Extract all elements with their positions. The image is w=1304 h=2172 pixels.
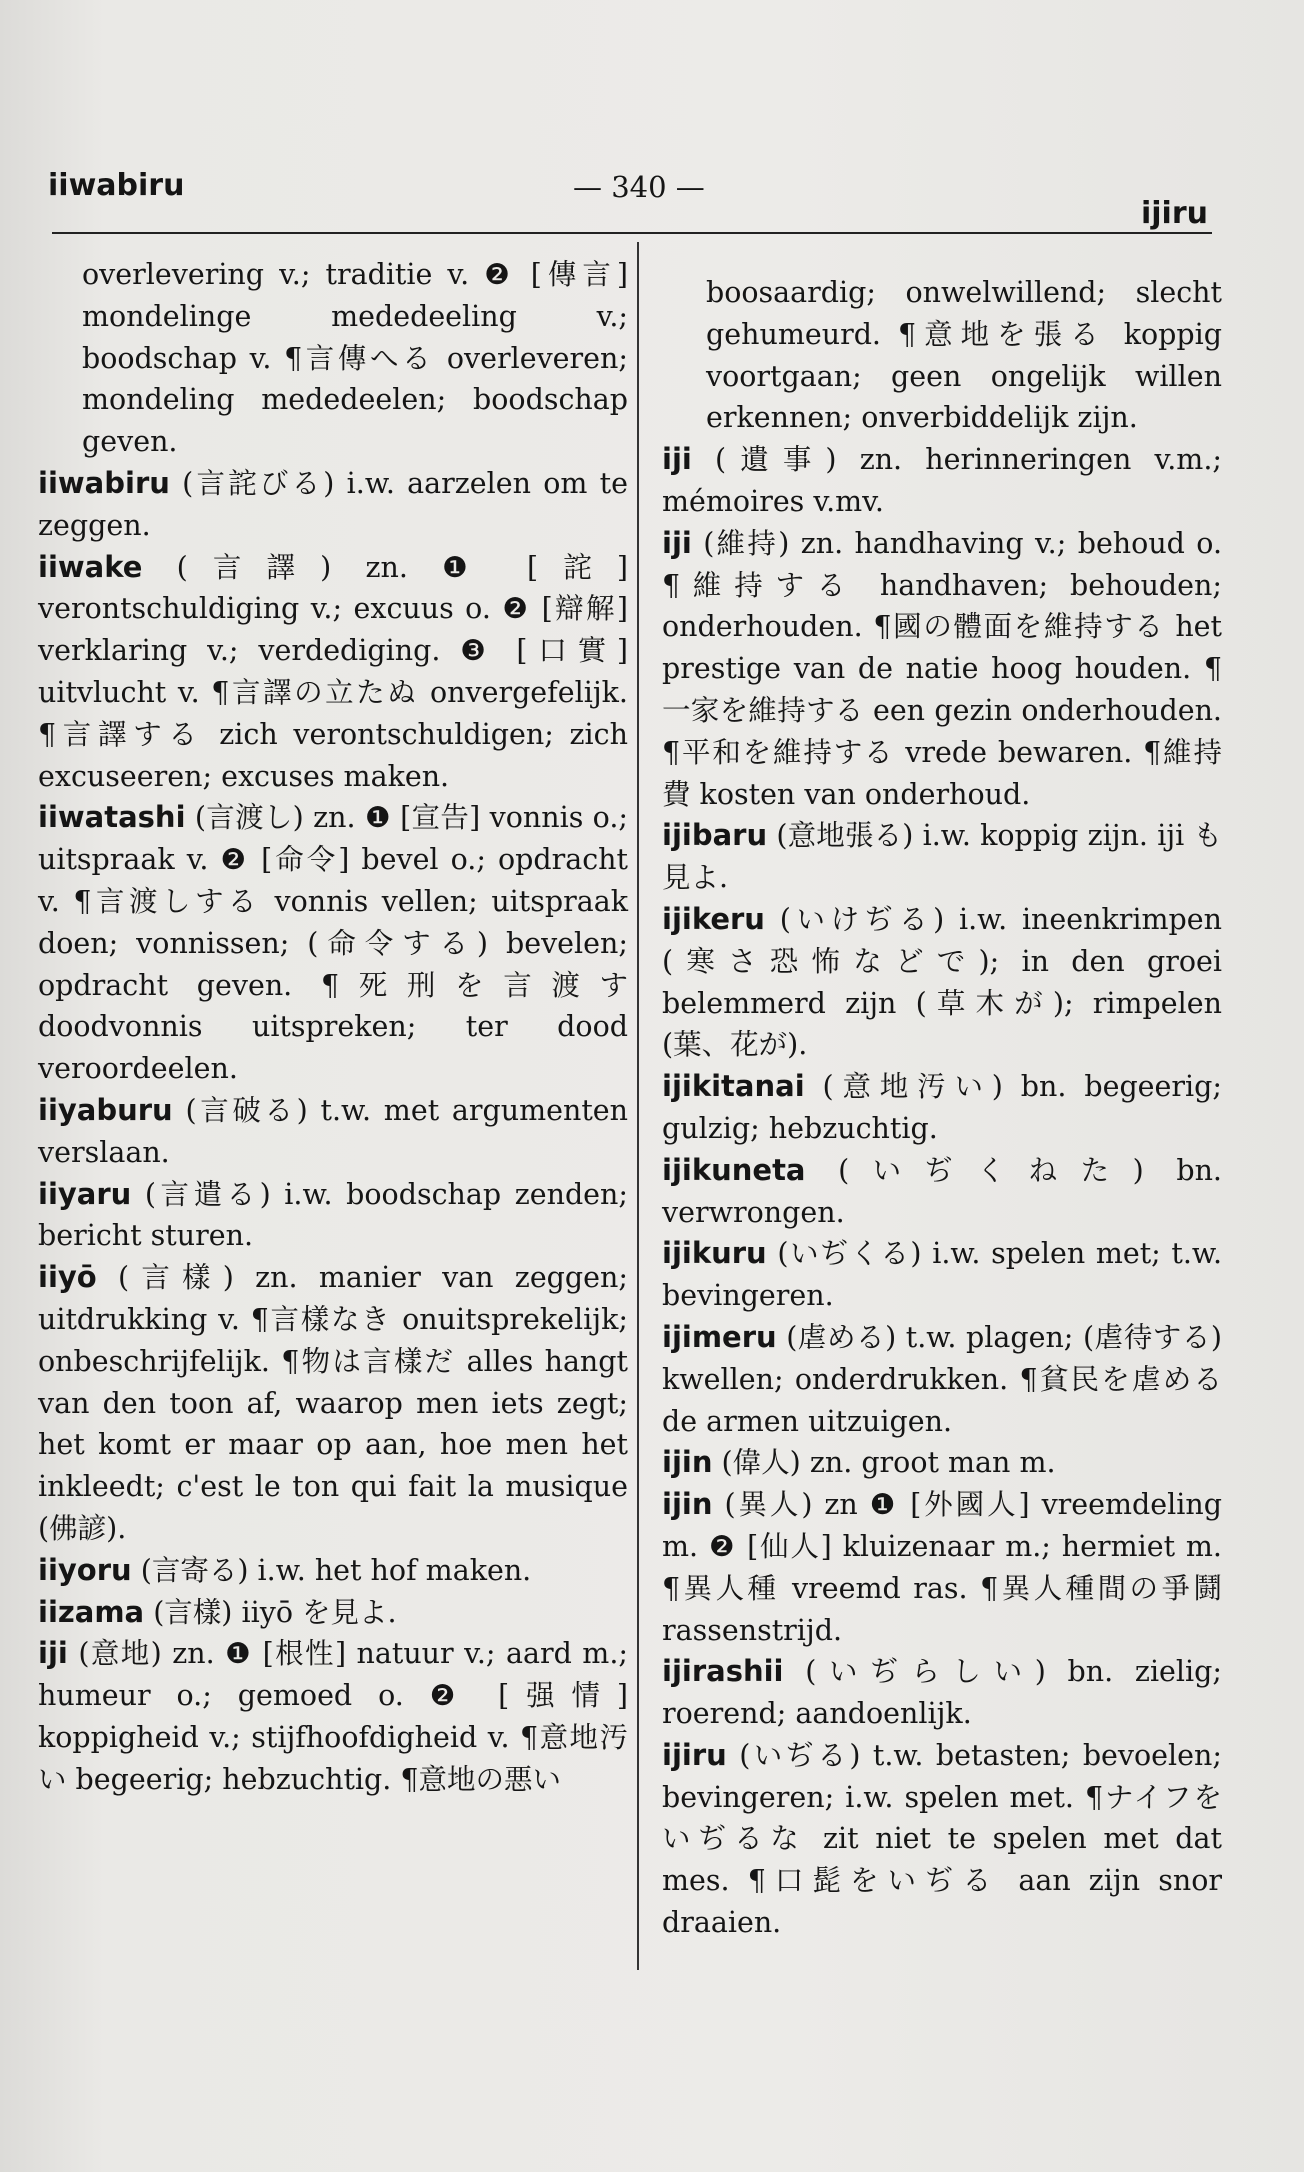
entry-text: (いぢらしい) bn. zielig; roerend; aandoenlijk. — [662, 1655, 1222, 1731]
guide-word-right: ijiru — [1140, 196, 1208, 231]
entry-headword: iji — [662, 442, 692, 477]
entry-text: (虐める) t.w. plagen; (虐待する) kwellen; onderdrukken. ¶貧民を虐める de armen uitzuigen. — [662, 1320, 1222, 1438]
entry-text: (言遣る) i.w. boodschap zenden; bericht sturen. — [38, 1177, 629, 1253]
header-rule — [52, 232, 1212, 234]
dictionary-entry — [662, 272, 1222, 439]
entry-text: (言渡し) zn. ❶ [宣告] vonnis o.; uitspraak v. ❷ [命令] bevel o.; opdracht v. ¶言渡しする vonnis vellen; uitspraak doen; vonnissen; (命令する) bevelen; opdracht geven. ¶死刑を言渡す doodvonnis uitspreken; ter dood veroordeelen. — [38, 801, 628, 1086]
entry-headword: ijimeru — [662, 1319, 777, 1354]
dictionary-entry — [38, 1090, 628, 1174]
dictionary-entry — [662, 899, 1222, 1066]
dictionary-entry — [662, 1066, 1222, 1150]
entry-text: (言譯) zn. ❶ [詫] verontschuldiging v.; excuus o. ❷ [辯解] verklaring v.; verdediging. ❸ [口實] uitvlucht v. ¶言譯の立たぬ onvergefelijk. ¶言譯する zich verontschuldigen; zich excuseeren; excuses maken. — [38, 550, 628, 793]
entry-headword: ijirashii — [662, 1654, 784, 1689]
entry-text: (意地汚い) bn. begeerig; gulzig; hebzuchtig. — [662, 1070, 1223, 1145]
entry-headword: ijikitanai — [662, 1069, 805, 1104]
entry-text: (言樣) iiyō を見よ. — [153, 1595, 397, 1629]
entry-headword: ijikeru — [662, 901, 765, 936]
entry-headword: ijikuneta — [662, 1152, 806, 1187]
entry-headword: iiyaburu — [38, 1092, 173, 1127]
right-column — [662, 272, 1222, 1944]
dictionary-entry — [662, 1442, 1222, 1484]
entry-text: (言破る) t.w. met argumenten verslaan. — [38, 1093, 628, 1169]
dictionary-entry — [38, 797, 628, 1090]
dictionary-entry — [662, 1150, 1222, 1234]
dictionary-entry — [662, 815, 1222, 899]
entry-headword: iiyō — [38, 1260, 97, 1295]
entry-text: (意地張る) i.w. koppig zijn. iji も見よ. — [662, 819, 1222, 895]
entry-text: (偉人) zn. groot man m. — [721, 1446, 1056, 1480]
entry-text: (いけぢる) i.w. ineenkrimpen (寒さ恐怖などで); in den groei belemmerd zijn (草木が); rimpelen (葉、花が). — [662, 902, 1222, 1062]
dictionary-entry — [662, 523, 1222, 816]
entry-text: (いぢる) t.w. betasten; bevoelen; bevingeren; i.w. spelen met. ¶ナイフをいぢるな zit niet te spelen met dat mes. ¶口髭をいぢる aan zijn snor draaien. — [662, 1738, 1222, 1940]
entry-headword: iiyoru — [38, 1552, 132, 1587]
entry-text: (いぢくねた) bn. verwrongen. — [662, 1153, 1222, 1229]
entry-text: (言寄る) i.w. het hof maken. — [140, 1553, 532, 1587]
dictionary-entry — [38, 1550, 628, 1592]
dictionary-entry — [662, 1317, 1222, 1442]
dictionary-entry — [662, 1233, 1222, 1317]
guide-word-left: iiwabiru — [48, 168, 185, 203]
entry-text: overlevering v.; traditie v. ❷ [傳言] mondelinge mededeeling v.; boodschap v. ¶言傳へる overleveren; mondeling mededeelen; boodschap geven. — [82, 258, 628, 459]
entry-text: (言詫びる) i.w. aarzelen om te zeggen. — [38, 466, 628, 542]
dictionary-entry — [38, 254, 628, 463]
dictionary-entry — [662, 1735, 1222, 1944]
dictionary-entry — [38, 1257, 628, 1550]
entry-text: (異人) zn ❶ [外國人] vreemdeling m. ❷ [仙人] kluizenaar m.; hermiet m. ¶異人種 vreemd ras. ¶異人種間の爭鬪 rassenstrijd. — [662, 1488, 1222, 1647]
entry-headword: ijiru — [662, 1737, 727, 1772]
entry-headword: ijin — [662, 1445, 713, 1480]
dictionary-entry — [662, 1484, 1222, 1651]
page-number: — 340 — — [573, 170, 705, 204]
dictionary-entry — [38, 1592, 628, 1634]
entry-text: (言樣) zn. manier van zeggen; uitdrukking v. ¶言樣なき onuitsprekelijk; onbeschrijfelijk. ¶物は言樣だ alles hangt van den toon af, waarop men iets zegt; het komt er maar op aan, hoe men het inkleedt; c'est le ton qui fait la musique (佛諺). — [38, 1261, 628, 1545]
dictionary-entry — [38, 1174, 628, 1258]
entry-headword: iizama — [38, 1594, 145, 1629]
entry-text: (意地) zn. ❶ [根性] natuur v.; aard m.; humeur o.; gemoed o. ❷ [强情] koppigheid v.; stijfhoofdigheid v. ¶意地汚い begeerig; hebzuchtig. ¶意地の悪い — [38, 1637, 628, 1796]
dictionary-entry — [38, 1633, 628, 1800]
entry-headword: ijikuru — [662, 1236, 767, 1271]
entry-headword: iiwabiru — [38, 465, 170, 500]
column-divider — [637, 242, 639, 1970]
entry-headword: iiwatashi — [38, 800, 186, 835]
entry-headword: iiwake — [38, 549, 143, 584]
dictionary-entry — [662, 1651, 1222, 1735]
entry-headword: ijibaru — [662, 818, 768, 853]
running-head — [48, 168, 1208, 231]
entry-headword: iji — [38, 1636, 68, 1671]
dictionary-entry — [38, 547, 628, 798]
entry-text: (遺事) zn. herinneringen v.m.; mémoires v.mv. — [662, 443, 1222, 518]
entry-headword: iiyaru — [38, 1176, 132, 1211]
entry-headword: ijin — [662, 1487, 713, 1522]
entry-text: boosaardig; onwelwillend; slecht gehumeurd. ¶意地を張る koppig voortgaan; geen ongelijk willen erkennen; onverbiddelijk zijn. — [706, 276, 1222, 435]
entry-text: (いぢくる) i.w. spelen met; t.w. bevingeren. — [662, 1237, 1223, 1313]
dictionary-entry — [38, 463, 628, 547]
entry-text: (維持) zn. handhaving v.; behoud o. ¶維持する handhaven; behouden; onderhouden. ¶國の體面を維持する het prestige van de natie hoog houden. ¶一家を維持する een gezin onderhouden. ¶平和を維持する vrede bewaren. ¶維持費 kosten van onderhoud. — [662, 526, 1222, 811]
left-column — [38, 254, 628, 1800]
dictionary-entry — [662, 439, 1222, 523]
entry-headword: iji — [662, 525, 692, 560]
